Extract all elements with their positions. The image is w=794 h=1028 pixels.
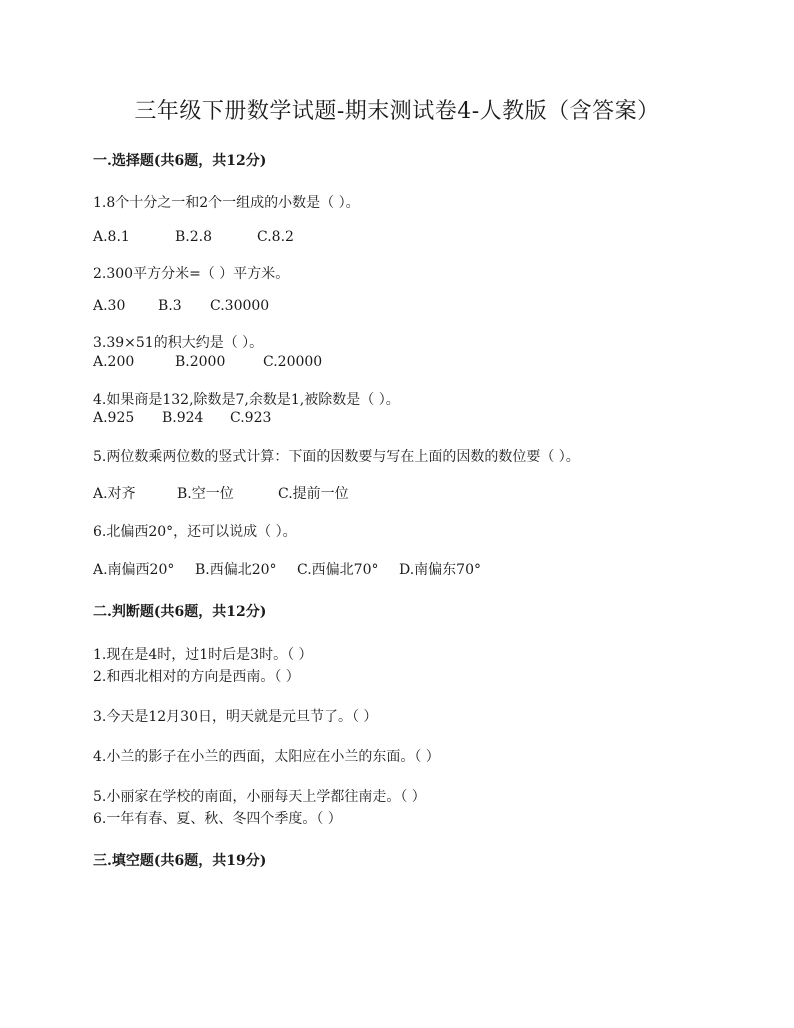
choice-question-4: 4.如果商是132,除数是7,余数是1,被除数是（ ）。 <box>93 392 400 408</box>
section-heading-choice: 一.选择题(共6题，共12分) <box>93 153 267 169</box>
option-a: A.30 <box>93 298 126 314</box>
option-d: D.南偏东70° <box>399 562 481 578</box>
judge-question-1: 1.现在是4时，过1时后是3时。（ ） <box>93 647 313 663</box>
option-c: C.8.2 <box>257 229 294 245</box>
option-a: A.925 <box>93 410 135 426</box>
option-c: C.30000 <box>210 298 270 314</box>
choice-options-5 <box>93 483 349 503</box>
option-a: A.对齐 <box>93 486 136 502</box>
choice-options-1 <box>93 229 294 245</box>
choice-question-3: 3.39×51的积大约是（ ）。 <box>93 335 264 351</box>
option-b: B.2.8 <box>175 229 213 245</box>
judge-question-3: 3.今天是12月30日，明天就是元旦节了。（ ） <box>93 709 378 725</box>
option-a: A.200 <box>93 354 135 370</box>
option-c: C.923 <box>230 410 272 426</box>
option-b: B.924 <box>162 410 204 426</box>
judge-question-2: 2.和西北相对的方向是西南。（ ） <box>93 669 300 685</box>
judge-question-5: 5.小丽家在学校的南面，小丽每天上学都往南走。（ ） <box>93 789 426 805</box>
choice-question-6: 6.北偏西20°，还可以说成（ ）。 <box>93 524 297 540</box>
section-heading-fill: 三.填空题(共6题，共19分) <box>93 853 267 869</box>
option-a: A.8.1 <box>93 229 130 245</box>
page-title: 三年级下册数学试题-期末测试卷4-人教版（含答案） <box>134 99 660 124</box>
choice-options-4 <box>93 410 271 426</box>
choice-options-6 <box>93 559 481 579</box>
option-c: C.提前一位 <box>278 486 349 502</box>
option-a: A.南偏西20° <box>93 562 175 578</box>
option-b: B.3 <box>158 298 182 314</box>
option-c: C.20000 <box>263 354 323 370</box>
section-heading-judge: 二.判断题(共6题，共12分) <box>93 604 267 620</box>
option-b: B.2000 <box>175 354 226 370</box>
option-b: B.西偏北20° <box>195 562 277 578</box>
choice-options-3 <box>93 354 322 370</box>
choice-question-1: 1.8个十分之一和2个一组成的小数是（ ）。 <box>93 195 360 211</box>
choice-question-5: 5.两位数乘两位数的竖式计算：下面的因数要与写在上面的因数的数位要（ ）。 <box>93 449 580 465</box>
judge-question-6: 6.一年有春、夏、秋、冬四个季度。（ ） <box>93 811 342 827</box>
option-b: B.空一位 <box>177 486 234 502</box>
choice-question-2: 2.300平方分米=（ ）平方米。 <box>93 266 290 282</box>
option-c: C.西偏北70° <box>297 562 379 578</box>
judge-question-4: 4.小兰的影子在小兰的西面，太阳应在小兰的东面。（ ） <box>93 749 440 765</box>
choice-options-2 <box>93 298 269 314</box>
